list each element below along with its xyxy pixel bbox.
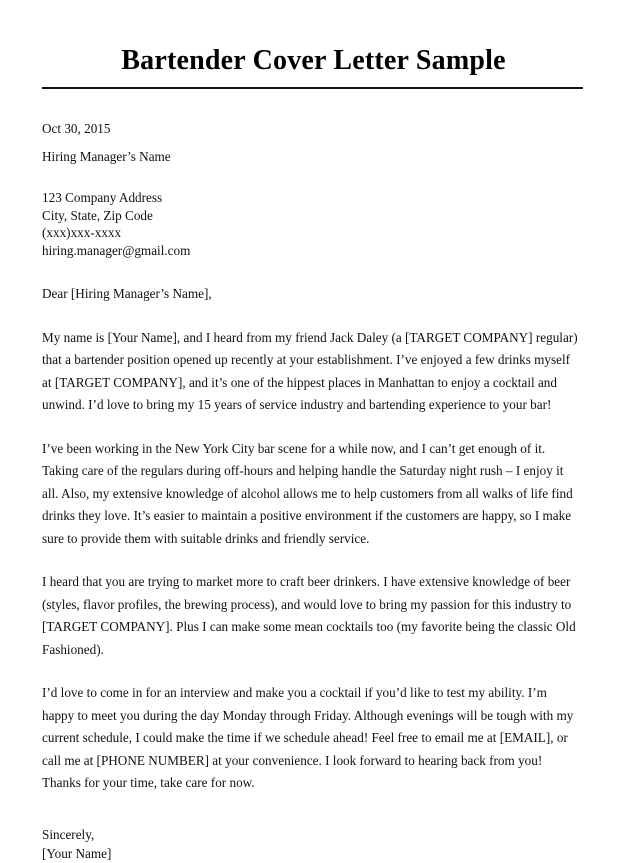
- closing-block: [42, 825, 579, 863]
- address-city-state-zip: City, State, Zip Code: [42, 207, 153, 223]
- address-street: 123 Company Address: [42, 190, 163, 205]
- body-paragraph-1: My name is [Your Name], and I heard from my friend Jack Daley (a [TARGET COMPANY] regular) that a bartender position opened up recently at your establishment. I’ve enjoyed a few drinks myself at [TARGET COMPANY], and it’s one of the hippest places in Manhattan to enjoy a cocktail and unwind. I’d love to bring my 15 years of service industry and bartending experience to your bar!: [42, 329, 578, 412]
- title-divider: [42, 87, 583, 89]
- body-paragraph-4: I’d love to come in for an interview and make you a cocktail if you’d like to test my ability. I’m happy to meet you during the day Monday through Friday. Although evenings will be tough with my current schedule, I could make the time if we schedule ahead! Feel free to email me at [EMAIL], or call me at [PHONE NUMBER] at your convenience. I look forward to hearing back from you! Thanks for your time, take care for now.: [42, 685, 574, 790]
- letter-body: [42, 118, 579, 863]
- address-phone: (xxx)xxx-xxxx: [42, 225, 122, 240]
- recipient-name: Hiring Manager’s Name: [42, 148, 171, 164]
- page-title: Bartender Cover Letter Sample: [121, 45, 506, 76]
- letter-date: Oct 30, 2015: [42, 121, 111, 136]
- signature-name: [Your Name]: [42, 845, 112, 861]
- body-paragraph-2: I’ve been working in the New York City bar scene for a while now, and I can’t get enough of it. Taking care of the regulars during off-hours and helping handle the Saturday night rush – I enjoy it all. Also, my extensive knowledge of alcohol allows me to help customers from all walks of life find drinks they love. It’s easier to maintain a positive environment if the customers are happy, so I make sure to provide them with suitable drinks and friendly service.: [42, 440, 573, 546]
- salutation: Dear [Hiring Manager’s Name],: [42, 286, 212, 301]
- body-paragraph-3: I heard that you are trying to market more to craft beer drinkers. I have extensive knowledge of beer (styles, flavor profiles, the brewing process), and would love to bring my passion for this industry to [TARGET COMPANY]. Plus I can make some mean cocktails too (my favorite being the classic Old Fashioned).: [42, 574, 576, 657]
- closing-valediction: Sincerely,: [42, 826, 95, 842]
- address-email: hiring.manager@gmail.com: [42, 242, 191, 258]
- recipient-address-block: [42, 189, 579, 259]
